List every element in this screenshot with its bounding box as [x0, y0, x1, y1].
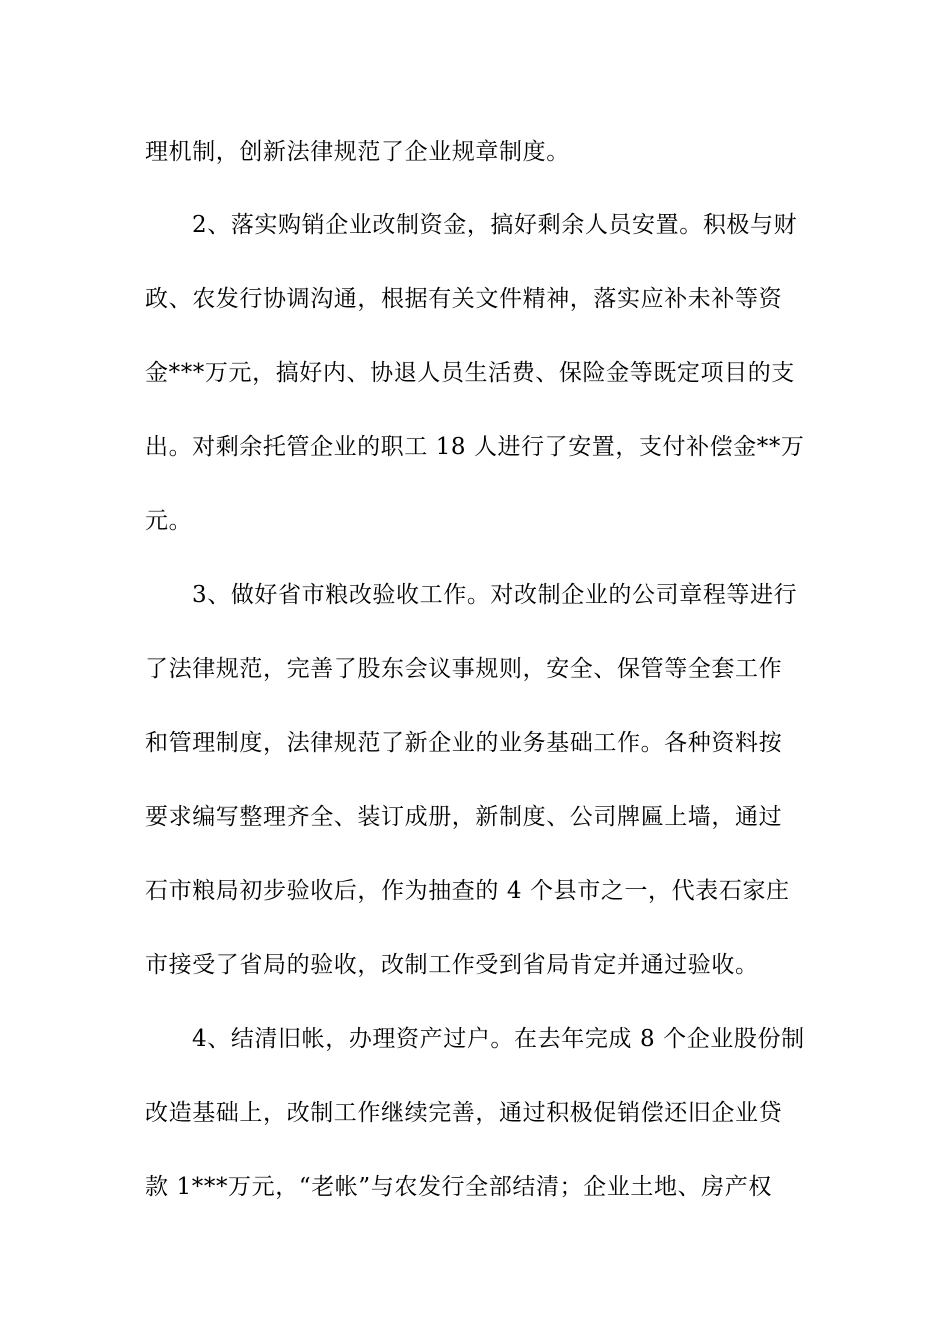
text-line-2: 2、落实购销企业改制资金，搞好剩余人员安置。积极与财 — [192, 212, 798, 238]
text-line-12: 市接受了省局的验收，改制工作受到省局肯定并通过验收。 — [145, 952, 759, 978]
text-line-11: 石市粮局初步验收后，作为抽查的 4 个县市之一，代表石家庄 — [145, 878, 790, 904]
text-line-13: 4、结清旧帐，办理资产过户。在去年完成 8 个企业股份制 — [192, 1026, 805, 1052]
text-line-6: 元。 — [145, 508, 193, 534]
text-line-10: 要求编写整理齐全、装订成册，新制度、公司牌匾上墙，通过 — [145, 804, 783, 830]
text-line-7: 3、做好省市粮改验收工作。对改制企业的公司章程等进行 — [192, 582, 798, 608]
text-line-9: 和管理制度，法律规范了新企业的业务基础工作。各种资料按 — [145, 730, 783, 756]
text-line-3: 政、农发行协调沟通，根据有关文件精神，落实应补未补等资 — [145, 286, 783, 312]
text-line-14: 改造基础上，改制工作继续完善，通过积极促销偿还旧企业贷 — [145, 1100, 783, 1126]
text-line-4: 金***万元，搞好内、协退人员生活费、保险金等既定项目的支 — [145, 360, 795, 386]
text-line-15: 款 1***万元，“老帐”与农发行全部结清；企业土地、房产权 — [145, 1174, 772, 1200]
text-line-5: 出。对剩余托管企业的职工 18 人进行了安置，支付补偿金**万 — [145, 434, 805, 460]
text-line-8: 了法律规范，完善了股东会议事规则，安全、保管等全套工作 — [145, 656, 783, 682]
text-line-1: 理机制，创新法律规范了企业规章制度。 — [145, 139, 570, 165]
